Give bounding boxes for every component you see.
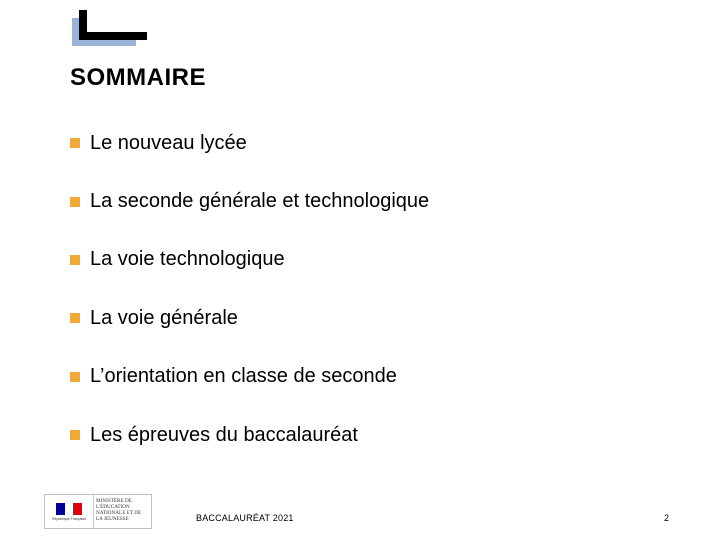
- agenda-item: [70, 406, 429, 464]
- square-bullet-icon: [70, 138, 80, 148]
- agenda-item-label: La voie technologique: [90, 248, 285, 271]
- agenda-item: [70, 114, 429, 172]
- agenda-item: [70, 231, 429, 289]
- square-bullet-icon: [70, 313, 80, 323]
- agenda-item: [70, 348, 429, 406]
- ministry-logo: [44, 494, 152, 529]
- agenda-item-label: La voie générale: [90, 306, 238, 329]
- square-bullet-icon: [70, 197, 80, 207]
- page-number: 2: [664, 513, 670, 523]
- flag-stripe: [56, 503, 65, 515]
- footer-label: BACCALAURÉAT 2021: [196, 513, 294, 523]
- marianne-emblem: [45, 495, 94, 528]
- republique-caption: République Française: [51, 516, 87, 521]
- agenda-item: [70, 289, 429, 347]
- agenda-item-label: Les épreuves du baccalauréat: [90, 423, 358, 446]
- slide-title: SOMMAIRE: [70, 64, 206, 91]
- agenda-list: [70, 114, 429, 464]
- french-flag-icon: [56, 503, 82, 515]
- square-bullet-icon: [70, 255, 80, 265]
- agenda-item-label: Le nouveau lycée: [90, 131, 247, 154]
- square-bullet-icon: [70, 372, 80, 382]
- agenda-item: [70, 172, 429, 230]
- flag-stripe: [73, 503, 82, 515]
- square-bullet-icon: [70, 430, 80, 440]
- agenda-item-label: L’orientation en classe de seconde: [90, 365, 397, 388]
- corner-bracket-decoration: [72, 10, 150, 46]
- flag-stripe: [65, 503, 74, 515]
- ministry-name: MINISTÈRE DE L'ÉDUCATION NATIONALE ET DE LA JEUNESSE: [96, 498, 142, 522]
- agenda-item-label: La seconde générale et technologique: [90, 190, 430, 213]
